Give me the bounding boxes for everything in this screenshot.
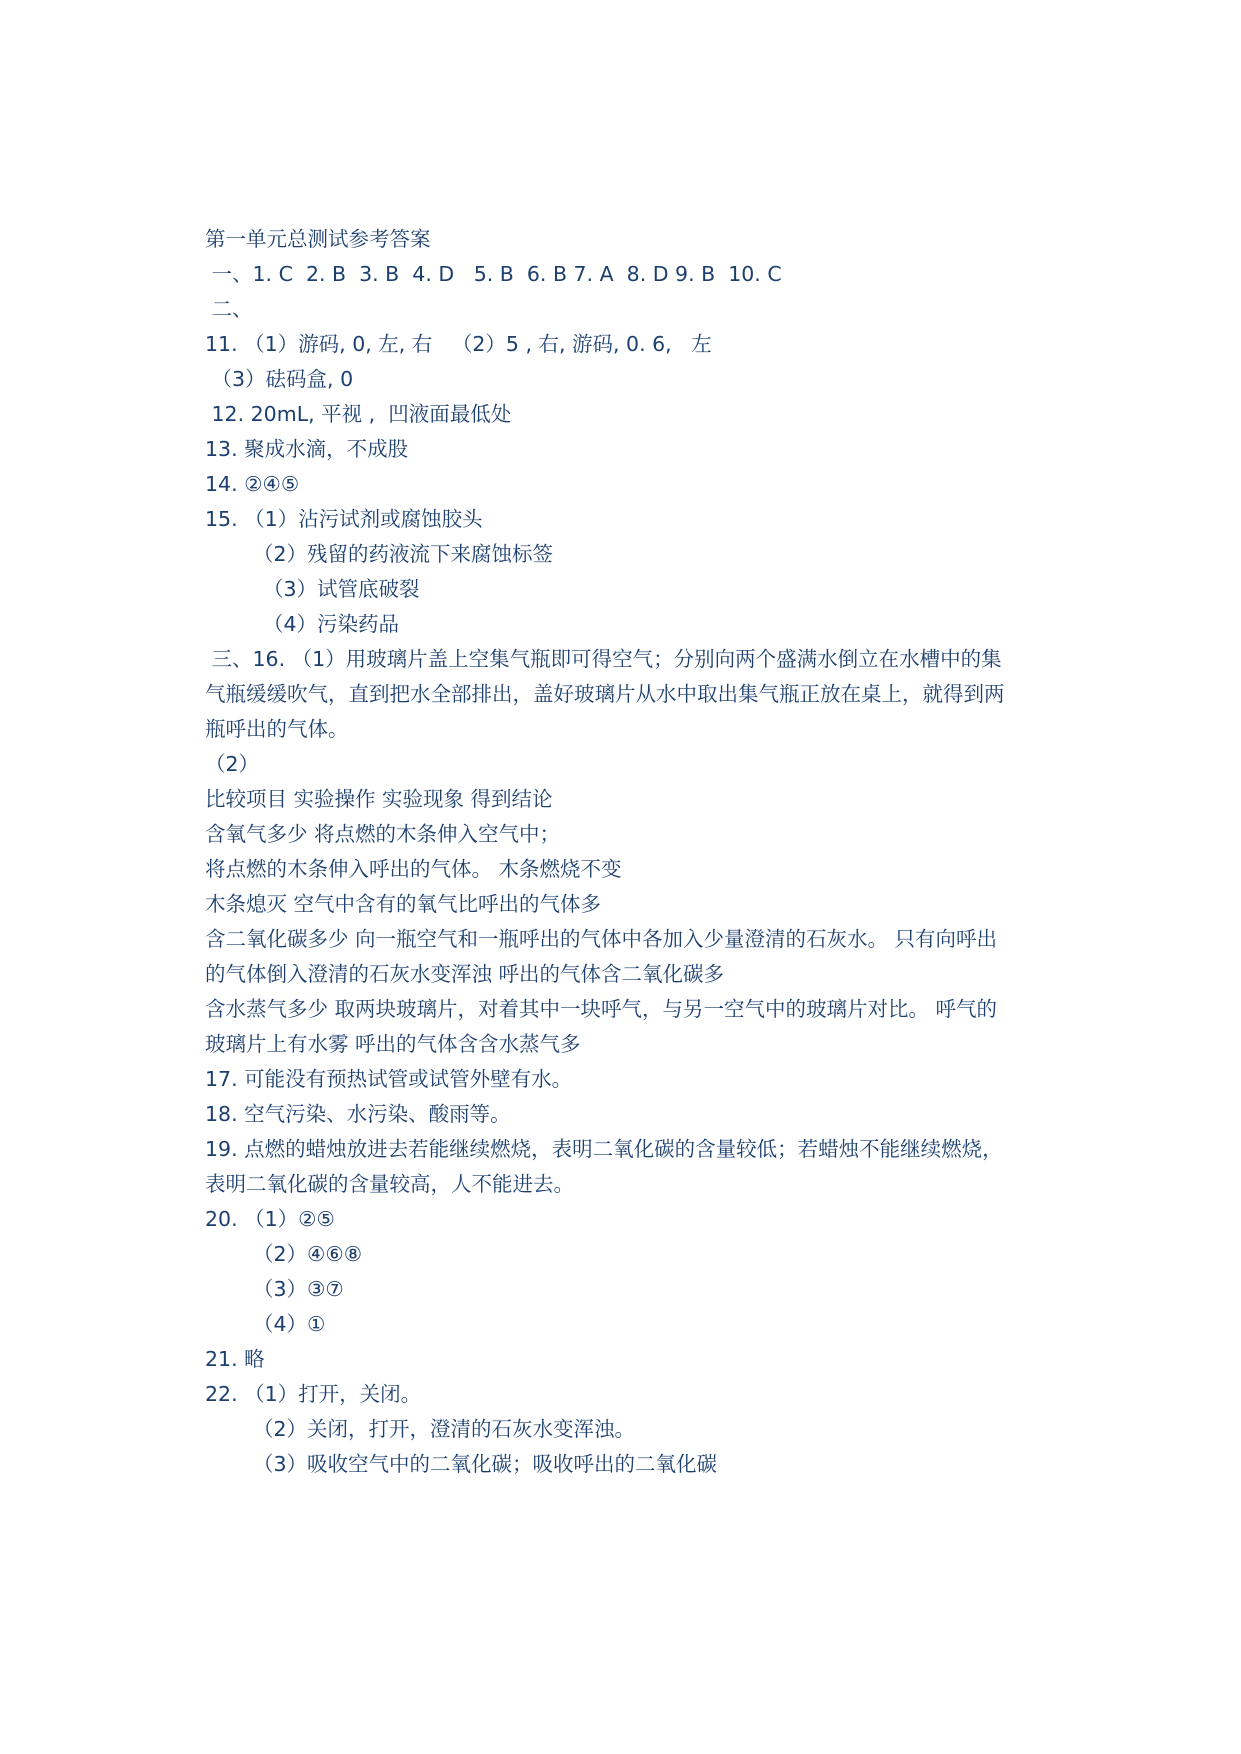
text-line: 15. （1）沾污试剂或腐蚀胶头 <box>205 507 483 531</box>
text-line: 11. （1）游码, 0, 左, 右 （2）5 , 右, 游码, 0. 6, 左 <box>205 332 712 356</box>
text-line: 12. 20mL, 平视 , 凹液面最低处 <box>205 402 512 426</box>
text-line: 20. （1）②⑤ <box>205 1207 335 1231</box>
text-line: 玻璃片上有水雾 呼出的气体含含水蒸气多 <box>205 1032 581 1056</box>
text-line: 一、1. C 2. B 3. B 4. D 5. B 6. B 7. A 8. D 9. B 10. C <box>205 262 782 286</box>
text-line: （3）③⑦ <box>253 1277 344 1301</box>
text-line: （2） <box>205 752 260 776</box>
text-line: 气瓶缓缓吹气，直到把水全部排出，盖好玻璃片从水中取出集气瓶正放在桌上，就得到两 <box>205 682 1005 706</box>
answer-key-text <box>205 222 1065 1482</box>
text-line: 比较项目 实验操作 实验现象 得到结论 <box>205 787 553 811</box>
text-line: （2）④⑥⑧ <box>253 1242 363 1266</box>
text-line: 18. 空气污染、水污染、酸雨等。 <box>205 1102 511 1126</box>
text-line: （4）① <box>253 1312 326 1336</box>
document-title: 第一单元总测试参考答案 <box>205 227 431 251</box>
text-line: （2）关闭，打开，澄清的石灰水变浑浊。 <box>253 1417 636 1441</box>
text-line: 将点燃的木条伸入呼出的气体。 木条燃烧不变 <box>205 857 622 881</box>
text-line: 二、 <box>205 297 253 321</box>
text-line: （3）吸收空气中的二氧化碳；吸收呼出的二氧化碳 <box>253 1452 718 1476</box>
text-line: （2）残留的药液流下来腐蚀标签 <box>253 542 554 566</box>
text-line: 含二氧化碳多少 向一瓶空气和一瓶呼出的气体中各加入少量澄清的石灰水。 只有向呼出 <box>205 927 998 951</box>
text-line: 含水蒸气多少 取两块玻璃片，对着其中一块呼气，与另一空气中的玻璃片对比。 呼气的 <box>205 997 998 1021</box>
text-line: 三、16. （1）用玻璃片盖上空集气瓶即可得空气；分别向两个盛满水倒立在水槽中的集 <box>205 647 1002 671</box>
text-line: （3）砝码盒, 0 <box>205 367 354 391</box>
text-line: 22. （1）打开，关闭。 <box>205 1382 422 1406</box>
text-line: 14. ②④⑤ <box>205 472 300 496</box>
text-line: 19. 点燃的蜡烛放进去若能继续燃烧，表明二氧化碳的含量较低；若蜡烛不能继续燃烧， <box>205 1137 1003 1161</box>
text-line: 17. 可能没有预热试管或试管外壁有水。 <box>205 1067 573 1091</box>
text-line: （4）污染药品 <box>263 612 400 636</box>
text-line: 21. 略 <box>205 1347 265 1371</box>
text-line: 含氧气多少 将点燃的木条伸入空气中； <box>205 822 561 846</box>
text-line: 13. 聚成水滴，不成股 <box>205 437 409 461</box>
text-line: （3）试管底破裂 <box>263 577 420 601</box>
text-line: 木条熄灭 空气中含有的氧气比呼出的气体多 <box>205 892 602 916</box>
text-line: 瓶呼出的气体。 <box>205 717 349 741</box>
text-line: 表明二氧化碳的含量较高，人不能进去。 <box>205 1172 574 1196</box>
text-line: 的气体倒入澄清的石灰水变浑浊 呼出的气体含二氧化碳多 <box>205 962 725 986</box>
